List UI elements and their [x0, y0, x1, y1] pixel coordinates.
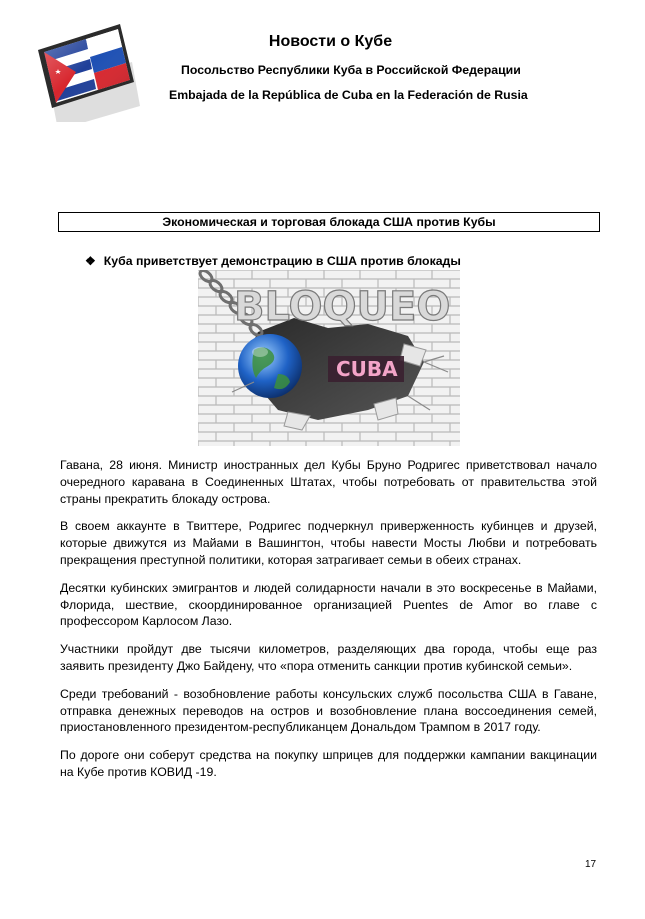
- paragraph: По дороге они соберут средства на покупку шприцев для поддержки кампании вакцинации на Кубе против КОВИД -19.: [60, 748, 597, 779]
- document-title: Новости о Кубе: [268, 33, 393, 50]
- paragraph: Среди требований - возобновление работы консульских служб посольства США в Гаване, отправка денежных переводов на остров и возобновление плана воссоединения семей, приостановленного президентом-республиканцем Дональдом Трампом в 2017 году.: [60, 686, 597, 735]
- embassy-name-es: Embajada de la República de Cuba en la Federación de Rusia: [169, 88, 528, 102]
- page-number: 17: [585, 859, 597, 870]
- paragraph: Гавана, 28 июня. Министр иностранных дел Кубы Бруно Родригес приветствовал начало очередного каравана в Соединенных Штатах, чтобы потребовать от правительства этой страны прекратить блокаду острова.: [60, 458, 597, 506]
- blockade-illustration: [198, 270, 460, 446]
- paragraph: В своем аккаунте в Твиттере, Родригес подчеркнул приверженность кубинцев и друзей, которые движутся из Майами в Вашингтон, чтобы навести Мосты Любви и потребовать прекращения преступной политики, которая затрагивает семьи в обеих странах.: [60, 519, 597, 567]
- diamond-bullet-icon: ❖: [85, 254, 96, 268]
- article-body: [60, 457, 597, 792]
- article-headline-text: Куба приветствует демонстрацию в США против блокады: [103, 254, 461, 268]
- paragraph: Десятки кубинских эмигрантов и людей солидарности начали в это воскресенье в Майами, Флорида, шествие, скоординированное организацией Puentes de Amor во главе с профессором Карлосом Лазо.: [60, 580, 597, 629]
- article-headline: [85, 254, 461, 268]
- section-heading: Экономическая и торговая блокада США против Кубы: [58, 212, 600, 232]
- image-word-bloqueo: BLOQUEO: [234, 284, 451, 330]
- image-word-cuba: CUBA: [336, 357, 398, 381]
- embassy-name-ru: Посольство Республики Куба в Российской Федерации: [181, 63, 521, 77]
- paragraph: Участники пройдут две тысячи километров, разделяющих два города, чтобы еще раз заявить президенту Джо Байдену, что «пора отменить санкции против кубинской семьи».: [60, 642, 597, 673]
